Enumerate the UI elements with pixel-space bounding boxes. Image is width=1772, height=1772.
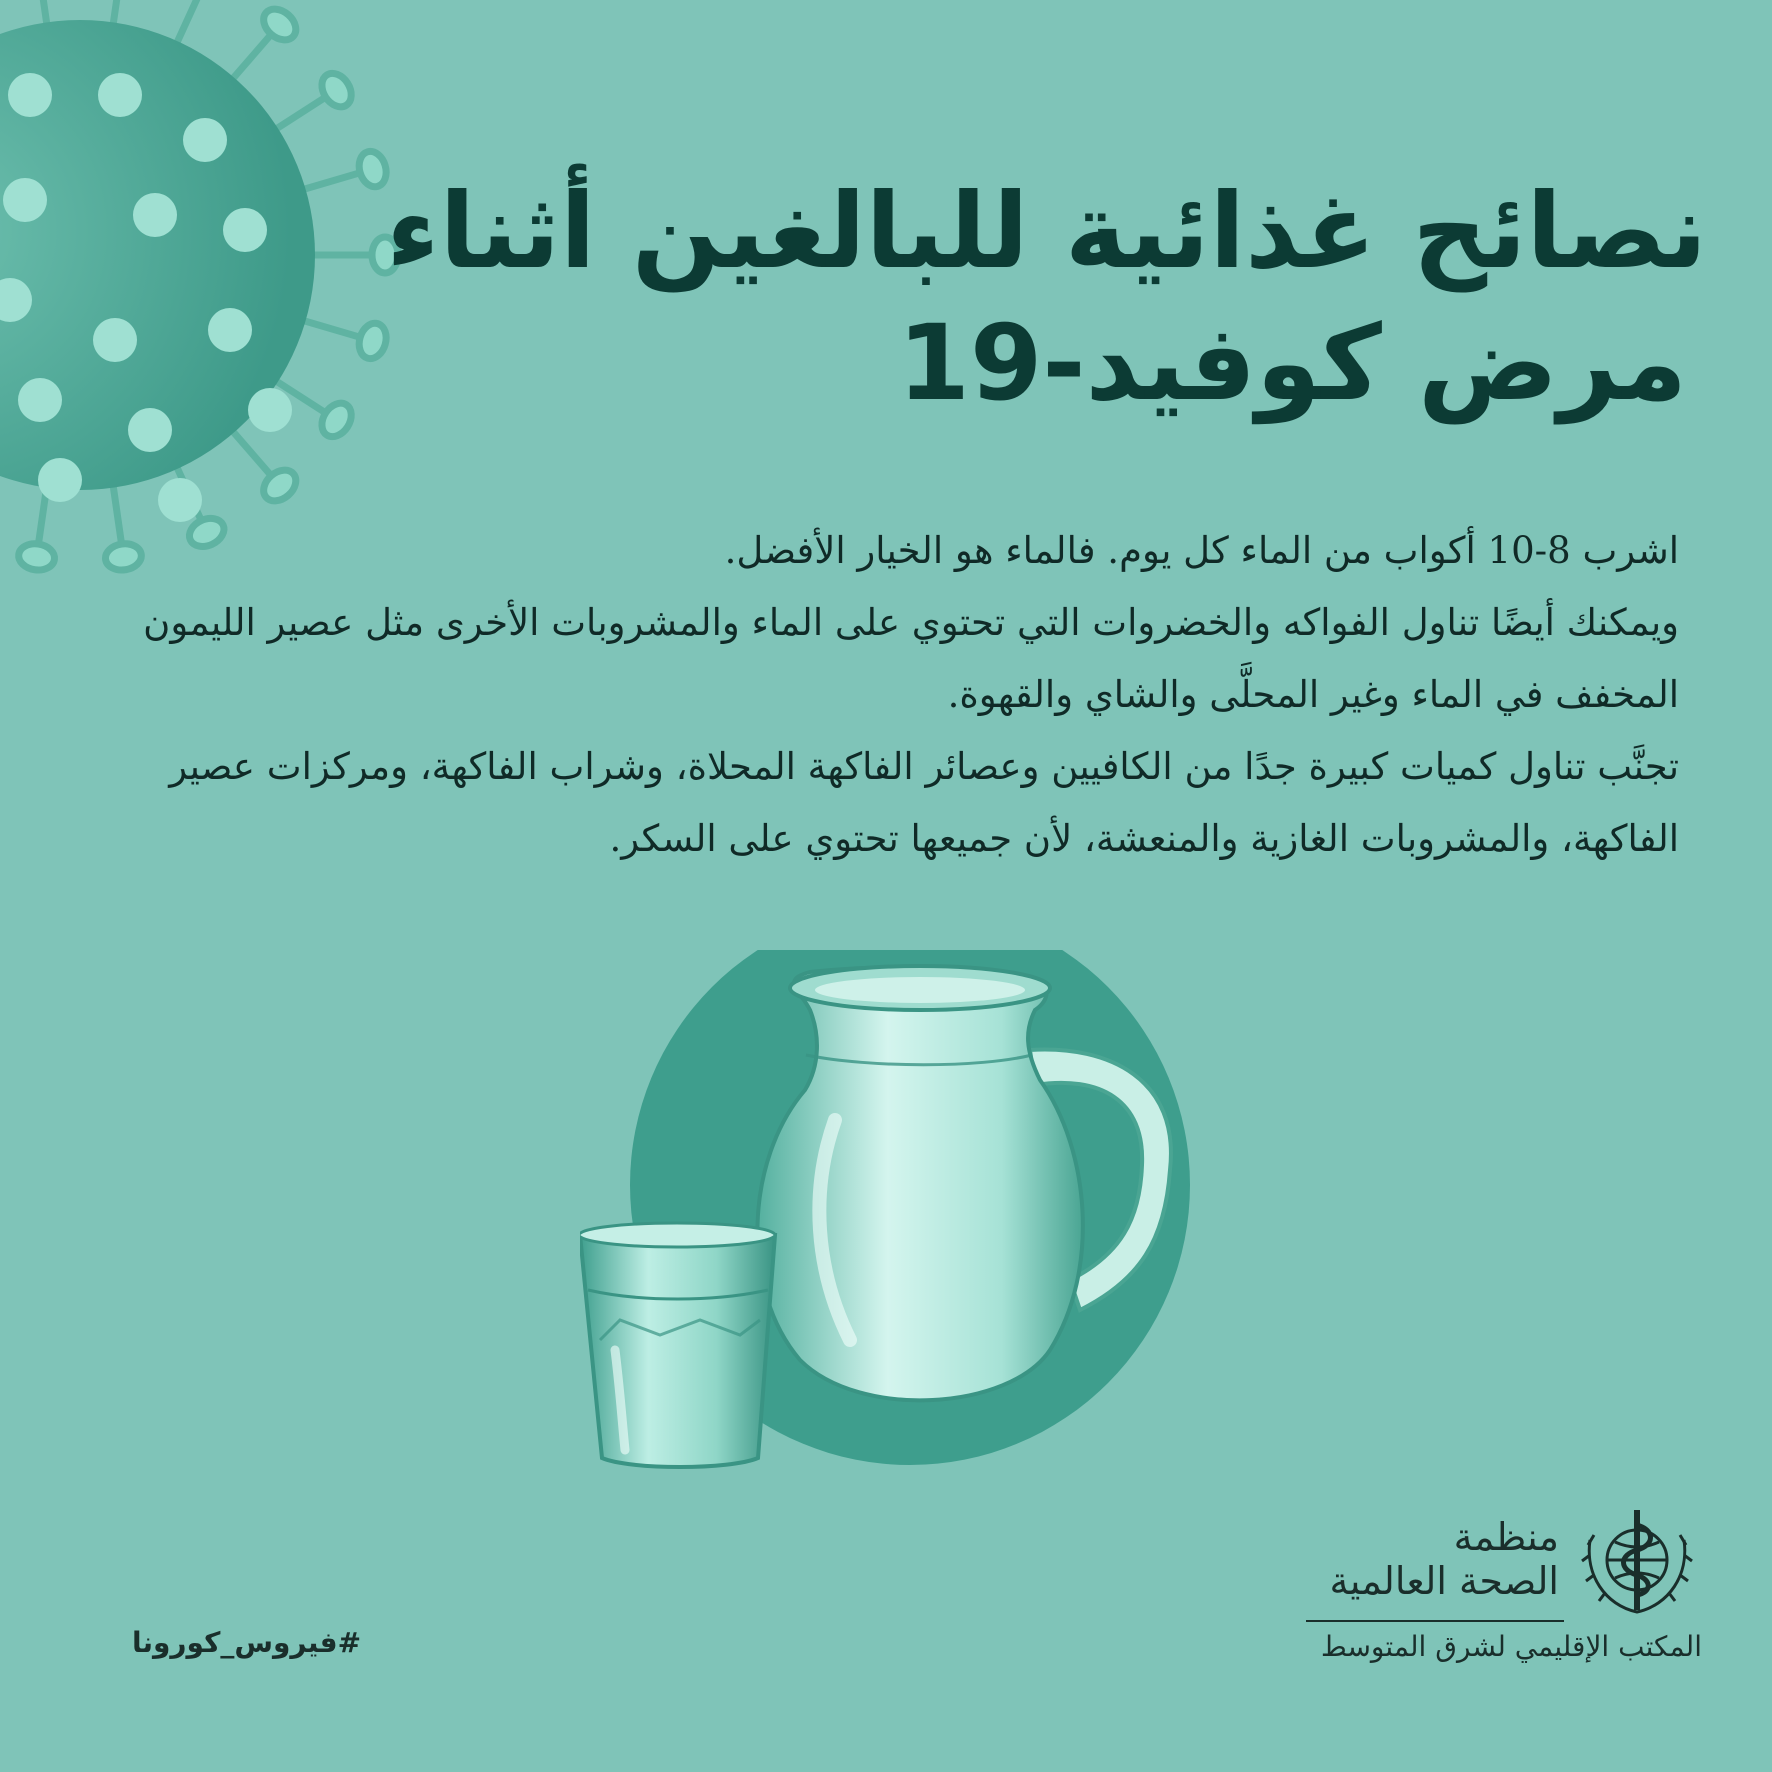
virus-surface-blob (98, 73, 142, 117)
advice-paragraph-avoid: تجنَّب تناول كميات كبيرة جدًا من الكافيين وعصائر الفاكهة المحلاة، وشراب الفاكهة، ومركزات عصير الفاكهة، والمشروبات الغازية والمنعشة، لأن جميعها تحتوي على السكر. (169, 745, 1679, 860)
advice-paragraph-water: اشرب 8-10 أكواب من الماء كل يوم. فالماء هو الخيار الأفضل. (724, 529, 1679, 572)
organization-name-line-2: الصحة العالمية (1329, 1559, 1559, 1603)
organization-name-line-1: منظمة (1453, 1515, 1559, 1559)
advice-paragraph-alternatives: ويمكنك أيضًا تناول الفواكه والخضروات التي تحتوي على الماء والمشروبات الأخرى مثل عصير الليمون المخفف في الماء وغير المحلَّى والشاي والقهوة. (143, 601, 1679, 716)
virus-spike-tip (17, 541, 56, 572)
virus-surface-blob (208, 308, 252, 352)
virus-surface-blob (8, 73, 52, 117)
virus-surface-blob (38, 458, 82, 502)
who-emblem-icon (1570, 1500, 1705, 1625)
virus-surface-blob (3, 178, 47, 222)
organization-name (1329, 1515, 1559, 1603)
virus-surface-blob (18, 378, 62, 422)
advice-text (119, 515, 1679, 875)
virus-spike-tip (316, 68, 357, 112)
water-pitcher-and-glass-illustration (580, 950, 1200, 1490)
virus-surface-blob (128, 408, 172, 452)
divider (1306, 1620, 1564, 1622)
water-glass-icon (580, 1235, 775, 1467)
regional-office-name: المكتب الإقليمي لشرق المتوسط (1320, 1630, 1702, 1663)
virus-surface-blob (183, 118, 227, 162)
virus-surface-blob (133, 193, 177, 237)
title-line-2: مرض كوفيد-19 (897, 302, 1687, 424)
title-line-1: نصائح غذائية للبالغين أثناء (386, 170, 1707, 292)
page-title (257, 165, 1707, 429)
virus-surface-blob (93, 318, 137, 362)
glass-rim (580, 1223, 775, 1247)
hashtag: #فيروس_كورونا (132, 1626, 362, 1659)
